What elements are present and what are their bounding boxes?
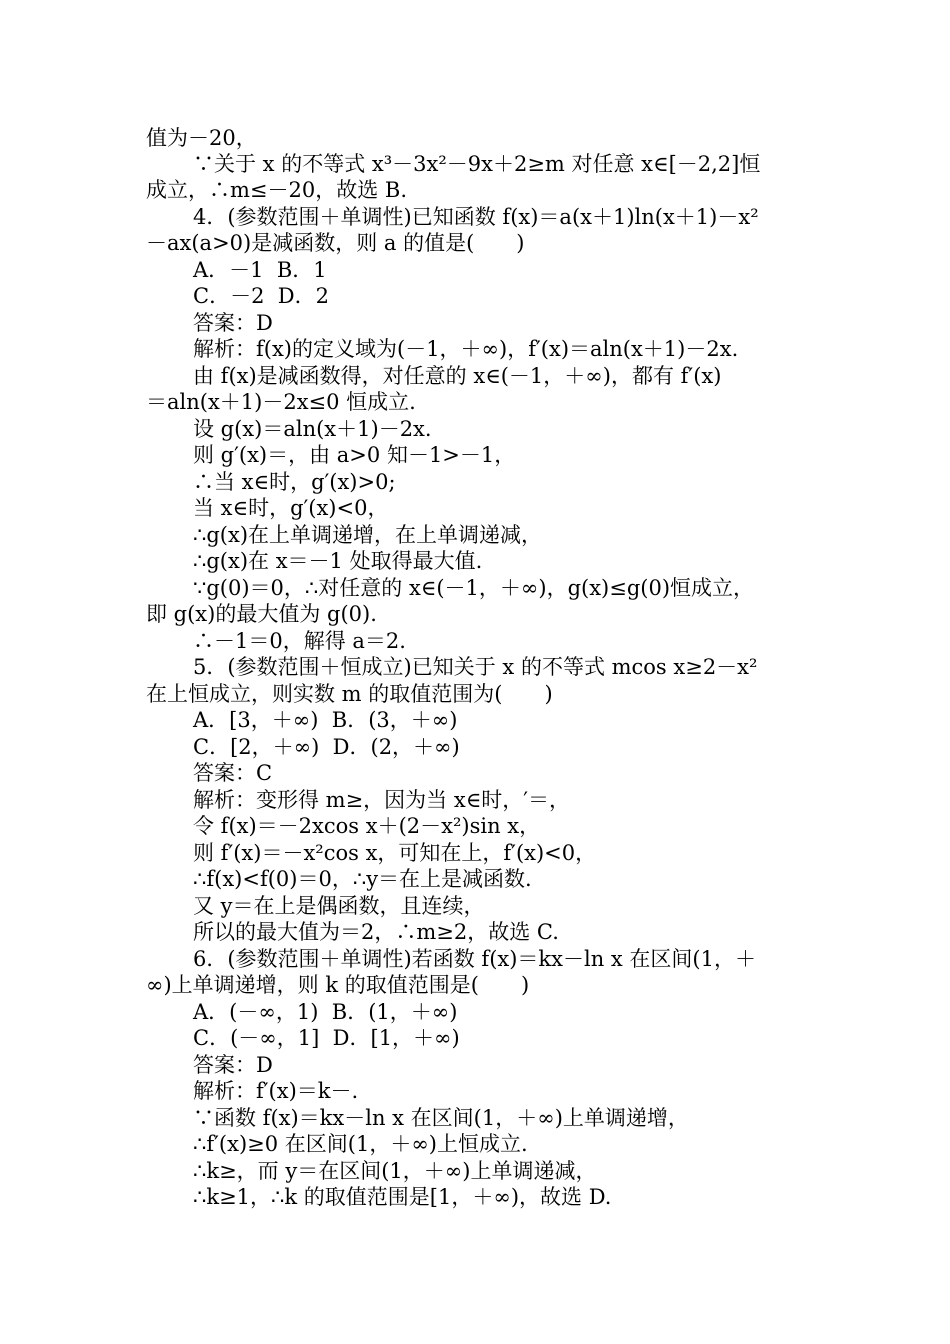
text-line: 由 f(x)是减函数得，对任意的 x∈(－1，＋∞)，都有 f′(x) xyxy=(193,364,722,388)
text-line: ∵函数 f(x)＝kx－ln x 在区间(1，＋∞)上单调递增， xyxy=(193,1106,689,1130)
text-line: 在上恒成立，则实数 m 的取值范围为( ) xyxy=(146,682,553,706)
analysis-line: 解析：f′(x)＝k－. xyxy=(193,1079,359,1103)
choice-line: A．－1 B．1 xyxy=(193,258,327,282)
choice-line: C．[2，＋∞) D．(2，＋∞) xyxy=(193,735,460,759)
text-line: 则 f′(x)＝－x²cos x，可知在上，f′(x)<0， xyxy=(193,841,597,865)
text-line: 所以的最大值为＝2，∴m≥2，故选 C. xyxy=(193,920,559,944)
question-6-stem: 6．(参数范围＋单调性)若函数 f(x)＝kx－ln x 在区间(1，＋ xyxy=(193,947,756,971)
text-line: 值为－20， xyxy=(146,126,257,150)
question-4-stem: 4．(参数范围＋单调性)已知函数 f(x)＝a(x＋1)ln(x＋1)－x² xyxy=(193,205,759,229)
text-line: 则 g′(x)＝，由 a>0 知－1>－1， xyxy=(193,443,516,467)
answer-line: 答案：D xyxy=(193,1053,273,1077)
text-line: 令 f(x)＝－2xcos x＋(2－x²)sin x， xyxy=(193,814,541,838)
text-line: 当 x∈时，g′(x)<0， xyxy=(193,496,389,520)
text-line: －ax(a>0)是减函数，则 a 的值是( ) xyxy=(146,231,525,255)
answer-line: 答案：D xyxy=(193,311,273,335)
text-line: 又 y＝在上是偶函数，且连续， xyxy=(193,894,485,918)
text-line: 设 g(x)＝aln(x＋1)－2x. xyxy=(193,417,432,441)
text-line: 即 g(x)的最大值为 g(0). xyxy=(146,602,377,626)
choice-line: C．(－∞，1] D．[1，＋∞) xyxy=(193,1026,460,1050)
text-line: ∴－1＝0，解得 a＝2. xyxy=(193,629,406,653)
text-line: ∴当 x∈时，g′(x)>0; xyxy=(193,470,396,494)
choice-line: C．－2 D．2 xyxy=(193,284,329,308)
text-line: ∵g(0)＝0，∴对任意的 x∈(－1，＋∞)，g(x)≤g(0)恒成立， xyxy=(193,576,755,600)
text-line: ∞)上单调递增，则 k 的取值范围是( ) xyxy=(146,973,530,997)
text-line: ∴f(x)<f(0)＝0，∴y＝在上是减函数. xyxy=(193,867,532,891)
choice-line: A．[3，＋∞) B．(3，＋∞) xyxy=(193,708,458,732)
text-line: ＝aln(x＋1)－2x≤0 恒成立. xyxy=(146,390,416,414)
analysis-line: 解析：f(x)的定义域为(－1，＋∞)，f′(x)＝aln(x＋1)－2x. xyxy=(193,337,739,361)
analysis-line: 解析：变形得 m≥，因为当 x∈时，′＝， xyxy=(193,788,571,812)
answer-line: 答案：C xyxy=(193,761,273,785)
text-line: ∵关于 x 的不等式 x³－3x²－9x＋2≥m 对任意 x∈[－2,2]恒 xyxy=(193,152,761,176)
text-line: ∴g(x)在上单调递增，在上单调递减， xyxy=(193,523,543,547)
text-line: ∴f′(x)≥0 在区间(1，＋∞)上恒成立. xyxy=(193,1132,528,1156)
text-line: ∴g(x)在 x＝－1 处取得最大值. xyxy=(193,549,483,573)
choice-line: A．(－∞，1) B．(1，＋∞) xyxy=(193,1000,458,1024)
text-line: ∴k≥1，∴k 的取值范围是[1，＋∞)，故选 D. xyxy=(193,1185,612,1209)
question-5-stem: 5．(参数范围＋恒成立)已知关于 x 的不等式 mcos x≥2－x² xyxy=(193,655,758,679)
text-line: 成立，∴m≤－20，故选 B. xyxy=(146,178,408,202)
text-line: ∴k≥，而 y＝在区间(1，＋∞)上单调递减， xyxy=(193,1159,597,1183)
